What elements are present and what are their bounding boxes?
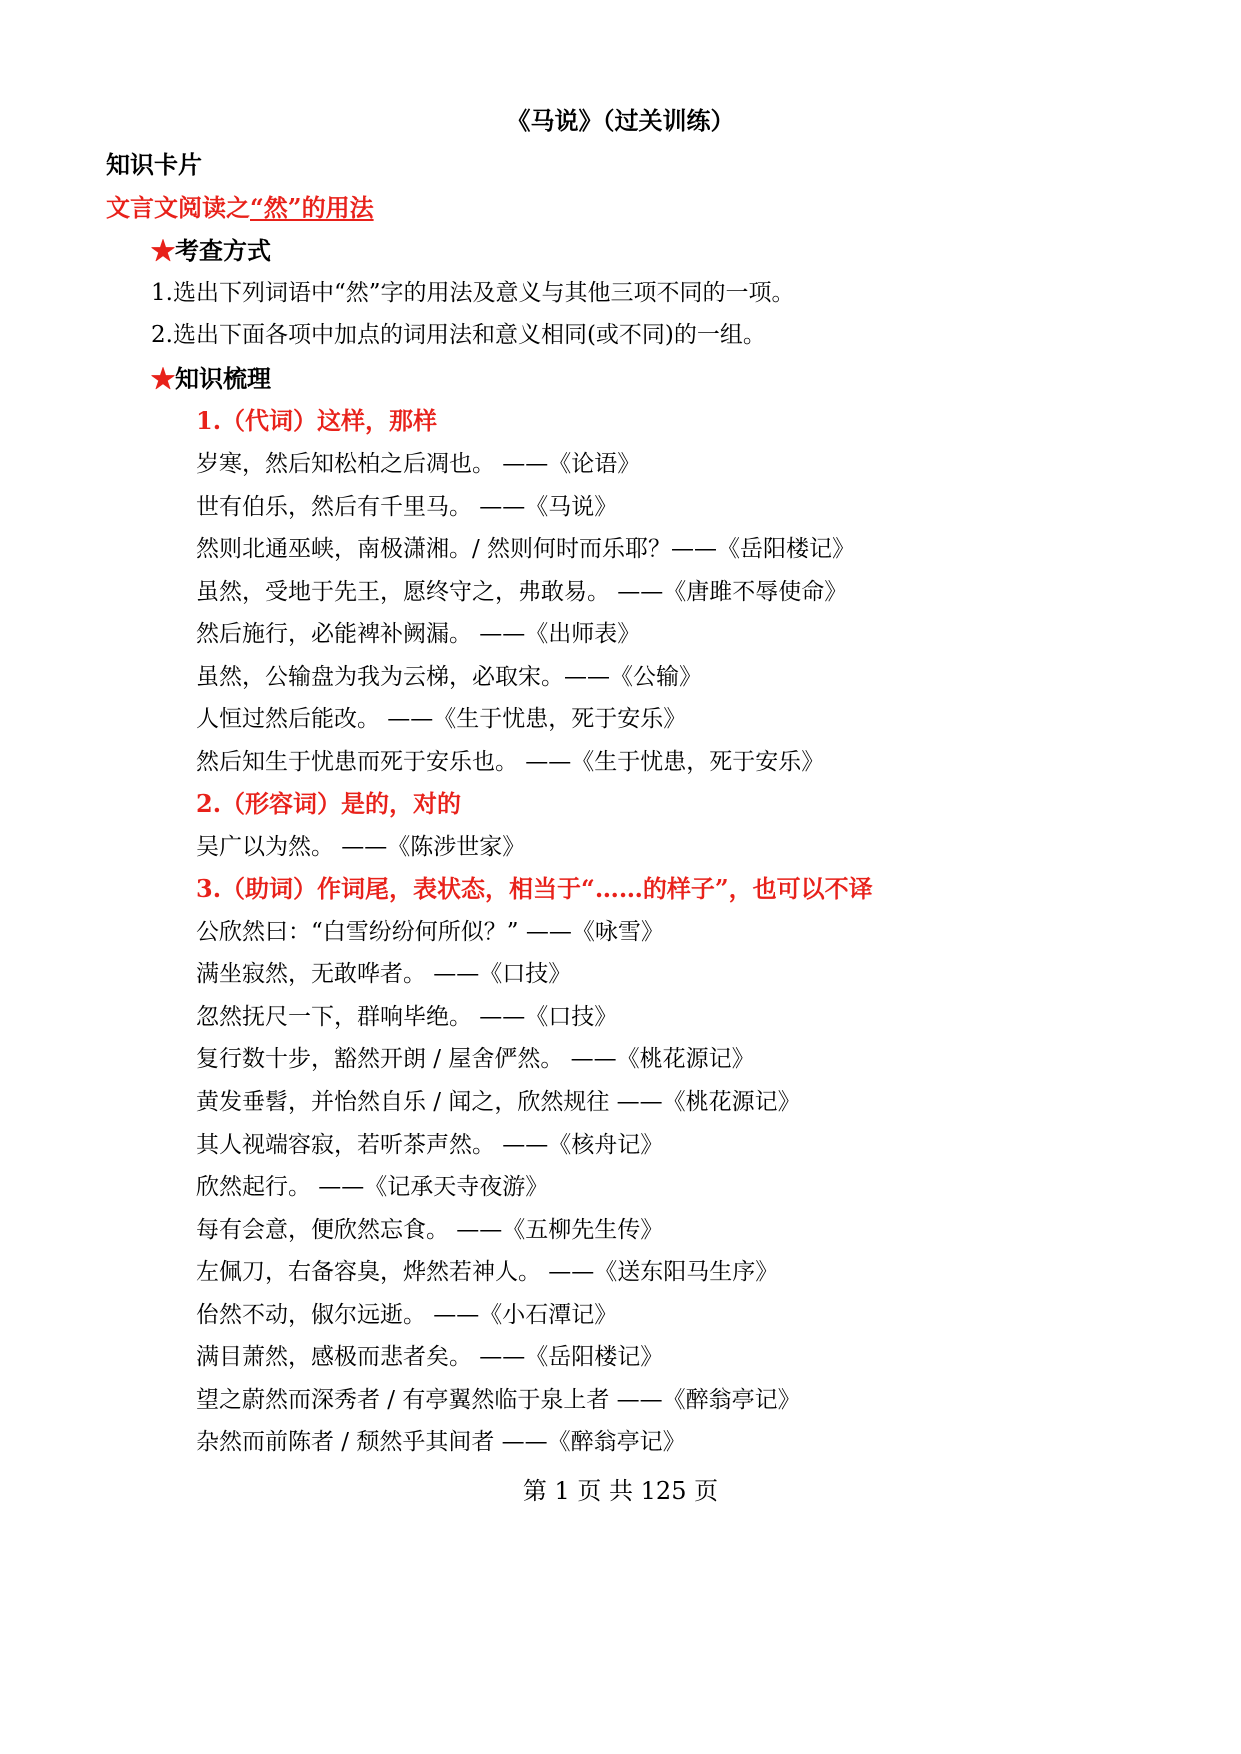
example-line: 复行数十步，豁然开朗 / 屋舍俨然。 ——《桃花源记》 <box>196 1046 755 1072</box>
example-line: 满坐寂然，无敢哗者。 ——《口技》 <box>196 961 572 987</box>
example-line: 左佩刀，右备容臭，烨然若神人。 ——《送东阳马生序》 <box>196 1259 779 1285</box>
star-icon: ★ <box>151 364 175 393</box>
topic-prefix: 文言文阅读之 <box>106 193 250 222</box>
example-line: 吴广以为然。 ——《陈涉世家》 <box>196 834 526 860</box>
knowledge-heading: ★知识梳理 <box>151 364 271 393</box>
page-title: 《马说》（过关训练） <box>506 106 735 135</box>
example-line: 杂然而前陈者 / 颓然乎其间者 ——《醉翁亭记》 <box>196 1429 686 1455</box>
example-line: 满目萧然，感极而悲者矣。 ——《岳阳楼记》 <box>196 1344 664 1370</box>
group-3-title: 3.（助词）作词尾，表状态，相当于“……的样子”，也可以不译 <box>196 874 873 903</box>
example-line: 黄发垂髫，并怡然自乐 / 闻之，欣然规往 ——《桃花源记》 <box>196 1089 801 1115</box>
exam-item-2: 2.选出下面各项中加点的词用法和意义相同(或不同)的一组。 <box>151 322 766 348</box>
topic-underlined: “然”的用法 <box>250 193 374 222</box>
example-line: 虽然，受地于先王，愿终守之，弗敢易。 ——《唐雎不辱使命》 <box>196 579 848 605</box>
exam-method-heading: ★考查方式 <box>151 236 271 265</box>
star-icon: ★ <box>151 236 175 265</box>
page-footer: 第 1 页 共 125 页 <box>522 1477 719 1505</box>
example-line: 世有伯乐，然后有千里马。 ——《马说》 <box>196 494 618 520</box>
example-line: 忽然抚尺一下，群响毕绝。 ——《口技》 <box>196 1004 618 1030</box>
topic-heading <box>106 193 374 223</box>
example-line: 人恒过然后能改。 ——《生于忧患，死于安乐》 <box>196 706 687 732</box>
group-2-title: 2.（形容词）是的，对的 <box>196 789 462 818</box>
example-line: 望之蔚然而深秀者 / 有亭翼然临于泉上者 ——《醉翁亭记》 <box>196 1387 801 1413</box>
exam-item-1: 1.选出下列词语中“然”字的用法及意义与其他三项不同的一项。 <box>151 280 795 306</box>
example-line: 其人视端容寂，若听茶声然。 ——《核舟记》 <box>196 1132 664 1158</box>
section-heading: 知识卡片 <box>106 150 202 179</box>
example-line: 岁寒，然后知松柏之后凋也。 ——《论语》 <box>196 451 641 477</box>
example-line: 欣然起行。 ——《记承天寺夜游》 <box>196 1174 549 1200</box>
example-line: 佁然不动，俶尔远逝。 ——《小石潭记》 <box>196 1302 618 1328</box>
example-line: 公欣然曰：“白雪纷纷何所似？” ——《咏雪》 <box>196 919 664 945</box>
example-line: 然则北通巫峡，南极潇湘。/ 然则何时而乐耶？——《岳阳楼记》 <box>196 536 856 562</box>
example-line: 然后知生于忧患而死于安乐也。 ——《生于忧患，死于安乐》 <box>196 749 825 775</box>
example-line: 每有会意，便欣然忘食。 ——《五柳先生传》 <box>196 1217 664 1243</box>
example-line: 虽然，公输盘为我为云梯，必取宋。——《公输》 <box>196 664 702 690</box>
example-line: 然后施行，必能裨补阙漏。 ——《出师表》 <box>196 621 641 647</box>
group-1-title: 1.（代词）这样，那样 <box>196 406 438 435</box>
